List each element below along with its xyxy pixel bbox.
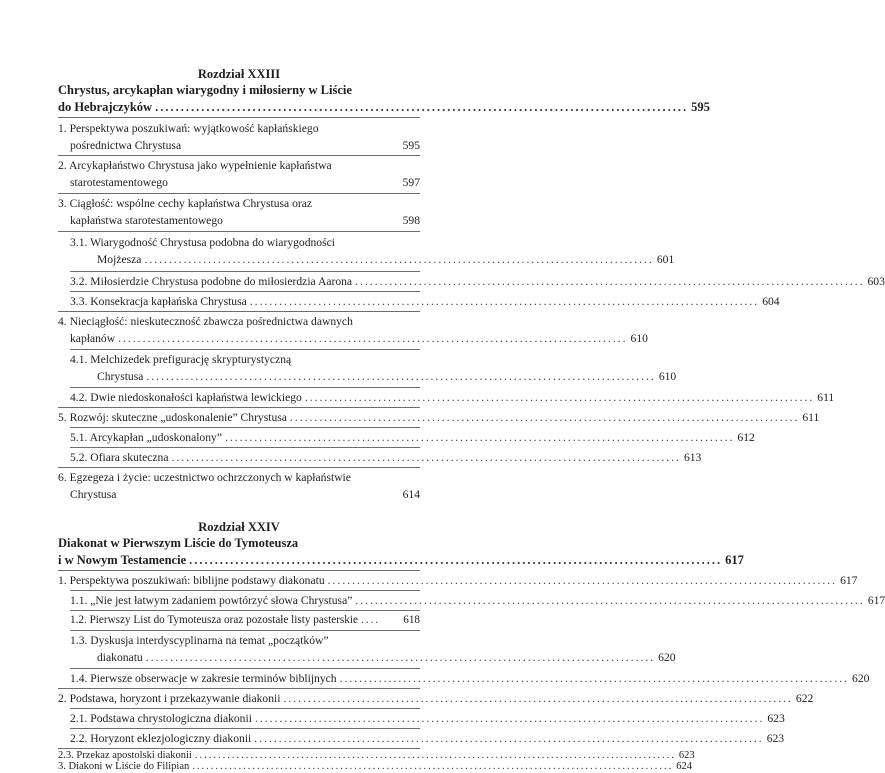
page-number: 623 xyxy=(678,750,695,761)
toc-entry[interactable] xyxy=(58,157,420,191)
chapter-title-line: do Hebrajczyków xyxy=(58,100,153,114)
entry-text: 5.2. Ofiara skuteczna xyxy=(70,451,169,464)
page-number: 597 xyxy=(402,176,420,189)
page-number: 614 xyxy=(402,488,420,501)
toc-entry[interactable] xyxy=(58,572,858,589)
page-number: 613 xyxy=(683,451,702,464)
entry-text: 3.3. Konsekracja kapłańska Chrystusa xyxy=(70,295,247,308)
divider xyxy=(58,467,420,468)
entry-text: diakonatu xyxy=(97,651,143,664)
entry-text: 5. Rozwój: skuteczne „udoskonalenie” Chrystusa xyxy=(58,411,287,424)
divider xyxy=(58,193,420,194)
toc-entry[interactable] xyxy=(70,351,677,385)
entry-text: 5.1. Arcykapłan „udoskonalony” xyxy=(70,431,222,444)
page-number: 623 xyxy=(766,732,785,745)
entry-text: 1. Perspektywa poszukiwań: biblijne podstawy diakonatu xyxy=(58,574,325,587)
divider xyxy=(70,708,420,709)
page-number: 620 xyxy=(658,651,676,664)
entry-text: 3. Diakoni w Liście do Filipian xyxy=(58,761,190,772)
toc-entry[interactable] xyxy=(70,592,885,609)
leader-dots: ........................................................................................................ xyxy=(155,100,689,114)
entry-text: 2.1. Podstawa chrystologiczna diakonii xyxy=(70,712,252,725)
leader-dots: ........................................................................................................ xyxy=(171,451,681,464)
page-number: 611 xyxy=(817,391,835,404)
divider xyxy=(58,570,420,571)
toc-entry[interactable] xyxy=(70,730,785,747)
page-number: 601 xyxy=(656,253,675,266)
leader-dots: ........................................................................................................ xyxy=(145,651,656,664)
toc-entry[interactable] xyxy=(58,195,420,229)
toc-entry[interactable] xyxy=(70,632,676,666)
entry-text: 2. Arcykapłaństwo Chrystusa jako wypełnienie kapłaństwa xyxy=(58,159,332,172)
leader-dots: ........................................................................................................ xyxy=(355,275,865,288)
entry-text: kapłanów xyxy=(70,332,116,345)
chapter-title-line: Chrystus, arcykapłan wiarygodny i miłosierny w Liście xyxy=(58,83,352,97)
chapter-title-line: Diakonat w Pierwszym Liście do Tymoteusza xyxy=(58,536,299,550)
divider xyxy=(70,590,420,591)
divider xyxy=(70,271,420,272)
leader-dots: ........................................................................................................ xyxy=(194,750,676,761)
page-number: 623 xyxy=(767,712,785,725)
toc-entry[interactable] xyxy=(70,670,870,687)
page-number: 617 xyxy=(840,574,858,587)
page-number: 611 xyxy=(802,411,820,424)
toc-entry[interactable] xyxy=(70,612,420,629)
toc-entry[interactable] xyxy=(58,409,820,426)
toc-entry[interactable] xyxy=(70,234,675,268)
toc-entry[interactable] xyxy=(58,750,695,761)
divider xyxy=(70,349,420,350)
divider xyxy=(70,291,420,292)
entry-text: 1.3. Dyskusja interdyscyplinarna na temat „początków” xyxy=(70,634,329,647)
entry-text: 4. Nieciągłość: nieskuteczność zbawcza pośrednictwa dawnych xyxy=(58,315,353,328)
toc-entry[interactable] xyxy=(70,293,780,310)
page-number: 620 xyxy=(852,672,870,685)
leader-dots: ........................................................................................................ xyxy=(254,712,765,725)
chapter-title xyxy=(58,535,744,569)
divider xyxy=(58,688,420,689)
page-number: 624 xyxy=(676,761,692,772)
leader-dots: ........................................................................................................ xyxy=(327,574,838,587)
page-number: 604 xyxy=(762,295,780,308)
leader-dots: ........................................................................................................ xyxy=(289,411,800,424)
chapter-title-line: i w Nowym Testamencie xyxy=(58,553,187,567)
page-number: 598 xyxy=(402,214,420,227)
divider xyxy=(70,668,420,669)
entry-text: 2. Podstawa, horyzont i przekazywanie diakonii xyxy=(58,692,281,705)
chapter-heading: Rozdział XXIV xyxy=(198,520,280,534)
entry-text: 1.1. „Nie jest łatwym zadaniem powtórzyć słowa Chrystusa” xyxy=(70,594,353,607)
divider xyxy=(58,311,420,312)
entry-text: 4.1. Melchizedek prefigurację skrypturystyczną xyxy=(70,353,292,366)
entry-text: 3. Ciągłość: wspólne cechy kapłaństwa Chrystusa oraz xyxy=(58,197,313,210)
toc-entry[interactable] xyxy=(70,389,835,406)
entry-text: starotestamentowego xyxy=(70,176,168,189)
page-number: 612 xyxy=(737,431,755,444)
toc-entry[interactable] xyxy=(58,469,420,503)
entry-text: 1. Perspektywa poszukiwań: wyjątkowość kapłańskiego xyxy=(58,122,319,135)
page-number: 610 xyxy=(658,370,677,383)
divider xyxy=(70,427,420,428)
entry-text: Chrystusa xyxy=(70,488,117,501)
toc-entry[interactable] xyxy=(58,313,648,347)
entry-text: 3.1. Wiarygodność Chrystusa podobna do wiarygodności xyxy=(70,236,335,249)
entry-text: 2.2. Horyzont eklezjologiczny diakonii xyxy=(70,732,252,745)
page-number: 610 xyxy=(630,332,648,345)
divider xyxy=(58,155,420,156)
entry-text: kapłaństwa starotestamentowego xyxy=(70,214,223,227)
entry-text: 1.4. Pierwsze obserwacje w zakresie terminów biblijnych xyxy=(70,672,337,685)
entry-text: Chrystusa xyxy=(97,370,144,383)
page-number: 617 xyxy=(867,594,885,607)
chapter-heading: Rozdział XXIII xyxy=(197,67,281,81)
leader-dots: ........................................................................................................ xyxy=(192,761,674,772)
leader-dots: ........................................................................................................ xyxy=(146,370,656,383)
entry-text: 1.2. Pierwszy List do Tymoteusza oraz pozostałe listy pasterskie xyxy=(70,614,358,626)
leader-dots: ........................................................................................................ xyxy=(118,332,628,345)
toc-entry[interactable] xyxy=(58,120,420,154)
page-number: 622 xyxy=(795,692,814,705)
entry-text: 3.2. Miłosierdzie Chrystusa podobne do miłosierdzia Aarona xyxy=(70,275,353,288)
leader-dots: .... xyxy=(360,614,381,626)
leader-dots: ........................................................................................................ xyxy=(249,295,760,308)
divider xyxy=(58,748,420,749)
page-number: 595 xyxy=(402,139,420,152)
leader-dots: ........................................................................................................ xyxy=(355,594,865,607)
leader-dots: ........................................................................................................ xyxy=(189,553,723,567)
leader-dots: ........................................................................................................ xyxy=(144,253,654,266)
divider xyxy=(70,728,420,729)
divider xyxy=(70,447,420,448)
divider xyxy=(58,231,420,232)
divider xyxy=(70,630,420,631)
toc-entry[interactable] xyxy=(70,273,885,290)
page-number: 617 xyxy=(725,553,744,567)
leader-dots: ........................................................................................................ xyxy=(254,732,764,745)
divider xyxy=(58,407,420,408)
leader-dots: ........................................................................................................ xyxy=(283,692,793,705)
divider xyxy=(58,117,420,118)
entry-text: 2.3. Przekaz apostolski diakonii xyxy=(58,750,192,761)
toc-entry[interactable] xyxy=(58,690,814,707)
entry-text: 6. Egzegeza i życie: uczestnictwo ochrzczonych w kapłaństwie xyxy=(58,471,351,484)
toc-entry[interactable] xyxy=(58,761,692,772)
toc-entry[interactable] xyxy=(70,429,755,446)
page-number: 603 xyxy=(867,275,885,288)
leader-dots: ........................................................................................................ xyxy=(224,431,735,444)
entry-text: pośrednictwa Chrystusa xyxy=(70,139,182,152)
divider xyxy=(70,387,420,388)
chapter-title xyxy=(58,82,710,116)
entry-text: Mojżesza xyxy=(97,253,142,266)
page-number: 595 xyxy=(691,100,710,114)
entry-text: 4.2. Dwie niedoskonałości kapłaństwa lewickiego xyxy=(70,391,302,404)
toc-entry[interactable] xyxy=(70,710,785,727)
page-number: 618 xyxy=(403,614,420,626)
divider xyxy=(70,610,420,611)
toc-entry[interactable] xyxy=(70,449,702,466)
leader-dots: ........................................................................................................ xyxy=(339,672,850,685)
leader-dots: ........................................................................................................ xyxy=(304,391,815,404)
